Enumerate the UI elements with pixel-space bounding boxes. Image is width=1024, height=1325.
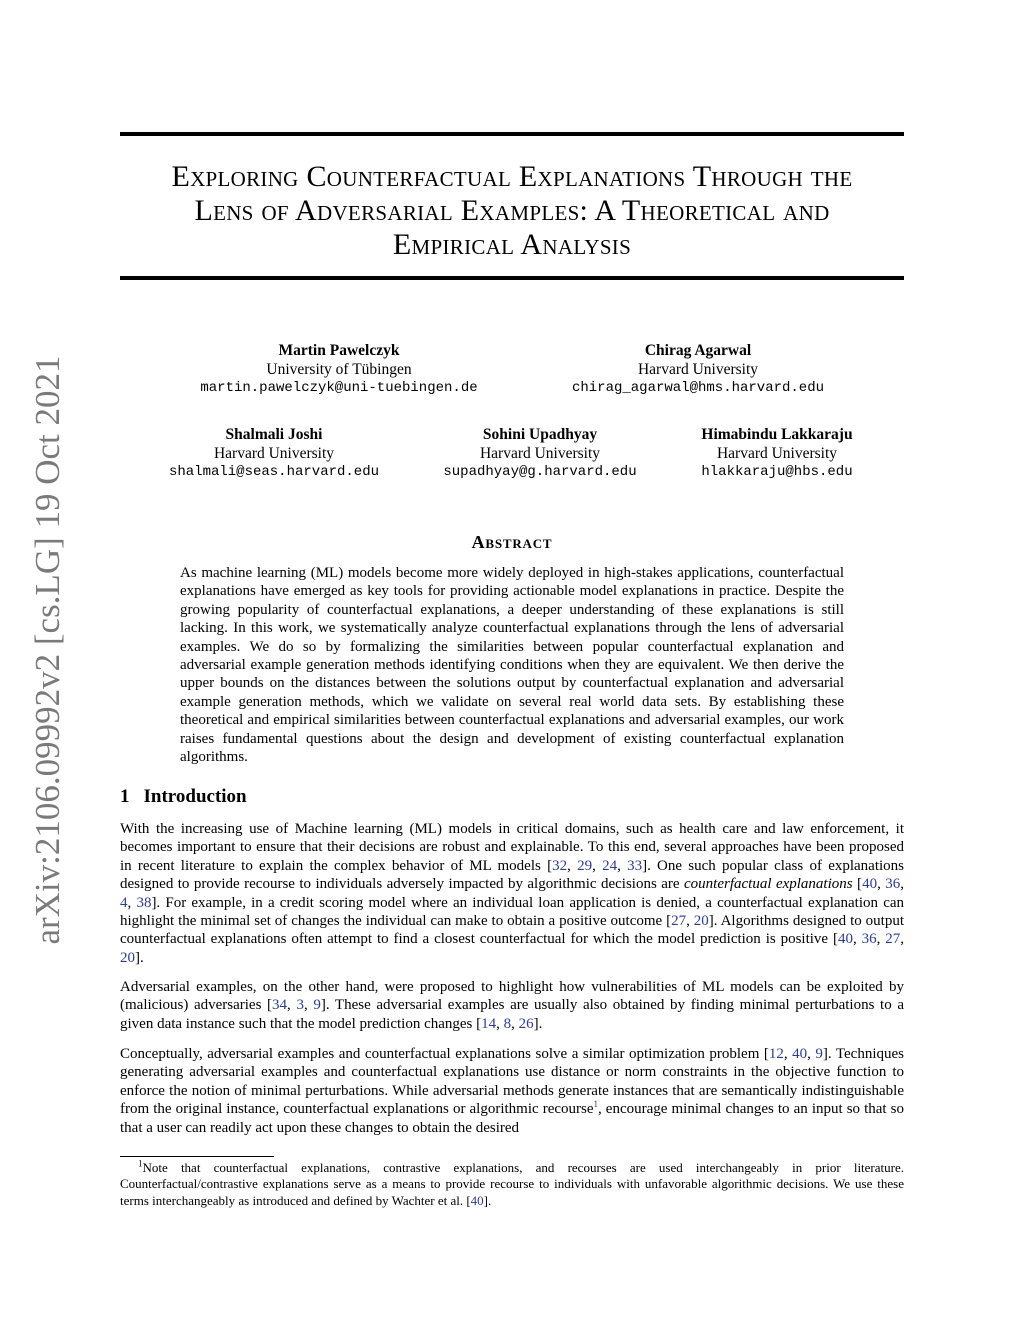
- author-affiliation: Harvard University: [716, 445, 838, 462]
- title-line-3: Empirical Analysis: [392, 228, 632, 261]
- footnote-marker[interactable]: 1: [593, 1099, 598, 1110]
- citation-link[interactable]: 29: [577, 857, 593, 874]
- citation-link[interactable]: 24: [602, 857, 618, 874]
- author-email[interactable]: supadhyay@g.harvard.edu: [443, 464, 637, 480]
- author-block: [548, 341, 848, 398]
- citation-link[interactable]: 40: [470, 1192, 484, 1208]
- citation-link[interactable]: 20: [693, 913, 709, 930]
- author-block: [189, 341, 489, 398]
- citation-link[interactable]: 32: [552, 857, 568, 874]
- author-affiliation: University of Tübingen: [266, 361, 412, 378]
- citation-link[interactable]: 33: [627, 857, 643, 874]
- abstract-text: As machine learning (ML) models become more widely deployed in high-stakes applications, counterfactual explanations have emerged as key tools for providing actionable model explanations in practice. Despite the growing popularity of counterfactual explanations, a deeper understanding of these explanations is still lacking. In this work, we systematically analyze counterfactual explanations through the lens of adversarial examples. We do so by formalizing the similarities between popular counterfactual explanation and adversarial example generation methods identifying conditions when they are equivalent. We then derive the upper bounds on the distances between the solutions output by counterfactual explanation and adversarial example generation methods, which we validate on several real world data sets. By establishing these theoretical and empirical similarities between counterfactual explanations and adversarial examples, our work raises fundamental questions about the design and development of existing counterfactual explanation algorithms.: [180, 565, 844, 766]
- author-name: Shalmali Joshi: [225, 426, 323, 443]
- citation-link[interactable]: 34: [272, 997, 288, 1014]
- citation-link[interactable]: 9: [815, 1046, 823, 1062]
- footnote-rule: [120, 1156, 274, 1157]
- author-affiliation: Harvard University: [213, 445, 335, 462]
- citation-link[interactable]: 20: [120, 949, 135, 966]
- citation-link[interactable]: 27: [885, 931, 901, 948]
- citation-link[interactable]: 12: [768, 1046, 784, 1062]
- section-number: 1: [120, 786, 130, 807]
- author-name: Sohini Upadhyay: [482, 426, 598, 443]
- author-name: Chirag Agarwal: [644, 342, 752, 359]
- author-email[interactable]: hlakkaraju@hbs.edu: [701, 464, 853, 480]
- section-heading: [120, 786, 247, 808]
- author-affiliation: Harvard University: [479, 445, 601, 462]
- title-line-1: Exploring Counterfactual Explanations Through the: [171, 160, 853, 193]
- author-block: [627, 425, 927, 482]
- author-name: Martin Pawelczyk: [278, 342, 400, 359]
- footnote: $^1$Note that counterfactual explanations, contrastive explanations, and recourses are used interchangeably in prior literature. Counterfactual/contrastive explanations serve as a means to provide recourse to individuals with unfavorable algorithmic decisions. We use these terms interchangeably as introduced and defined by Wachter et al. [40].: [120, 1158, 904, 1208]
- title-line-2: Lens of Adversarial Examples: A Theoretical and: [194, 194, 830, 227]
- intro-paragraph-1: With the increasing use of Machine learning (ML) models in critical domains, such as health care and law enforcement, it becomes important to ensure that their decisions are robust and explainable. To this end, several approaches have been proposed in recent literature to explain the complex behavior of ML models [32, 29, 24, 33]. One such popular class of explanations designed to provide recourse to individuals adversely impacted by algorithmic decisions are counterfactual explanations [40, 36, 4, 38]. For example, in a credit scoring model where an individual loan application is denied, a counterfactual explanation can highlight the minimal set of changes the individual can make to obtain a positive outcome [27, 20]. Algorithms designed to output counterfactual explanations often attempt to find a closest counterfactual for which the model prediction is positive [40, 36, 27, 20].: [120, 821, 905, 966]
- citation-link[interactable]: 9: [313, 997, 321, 1014]
- intro-paragraph-2: Adversarial examples, on the other hand, were proposed to highlight how vulnerabilities of ML models can be exploited by (malicious) adversaries [34, 3, 9]. These adversarial examples are usually also obtained by finding minimal perturbations to a given data instance such that the model prediction changes [14, 8, 26].: [120, 979, 905, 1032]
- citation-link[interactable]: 3: [296, 997, 304, 1014]
- citation-link[interactable]: 40: [837, 931, 853, 948]
- citation-link[interactable]: 36: [885, 876, 901, 893]
- title-bottom-rule: [120, 276, 904, 280]
- citation-link[interactable]: 27: [671, 913, 687, 930]
- citation-link[interactable]: 36: [861, 931, 877, 948]
- arxiv-identifier: arXiv:2106.09992v2 [cs.LG] 19 Oct 2021: [28, 355, 67, 945]
- citation-link[interactable]: 38: [136, 894, 152, 911]
- citation-link[interactable]: 4: [120, 894, 128, 911]
- author-block: [124, 425, 424, 482]
- section-title: Introduction: [143, 786, 247, 807]
- citation-link[interactable]: 8: [503, 1015, 512, 1032]
- author-affiliation: Harvard University: [637, 361, 759, 378]
- citation-link[interactable]: 40: [862, 876, 878, 893]
- abstract-heading: Abstract: [471, 532, 553, 552]
- author-email[interactable]: shalmali@seas.harvard.edu: [168, 464, 380, 480]
- author-email[interactable]: martin.pawelczyk@uni-tuebingen.de: [200, 380, 478, 396]
- intro-paragraph-3: Conceptually, adversarial examples and counterfactual explanations solve a similar optimization problem [12, 40, 9]. Techniques generating adversarial examples and counterfactual explanations use distance or norm constraints in the objective function to enforce the notion of minimal perturbations. While adversarial methods generate instances that are semantically indistinguishable from the original instance, counterfactual explanations or algorithmic recourse$^1$, encourage minimal changes to an input so that so that a user can readily act upon these changes to obtain the desired: [120, 1046, 905, 1136]
- paper-title: [120, 160, 904, 262]
- author-email[interactable]: chirag_agarwal@hms.harvard.edu: [571, 380, 825, 396]
- citation-link[interactable]: 40: [792, 1046, 808, 1062]
- citation-link[interactable]: 14: [481, 1015, 497, 1032]
- footnote-mark: 1: [138, 1158, 143, 1169]
- author-name: Himabindu Lakkaraju: [701, 426, 853, 443]
- emphasis-term: counterfactual explanations: [684, 876, 853, 893]
- title-top-rule: [120, 132, 904, 136]
- citation-link[interactable]: 26: [518, 1015, 534, 1032]
